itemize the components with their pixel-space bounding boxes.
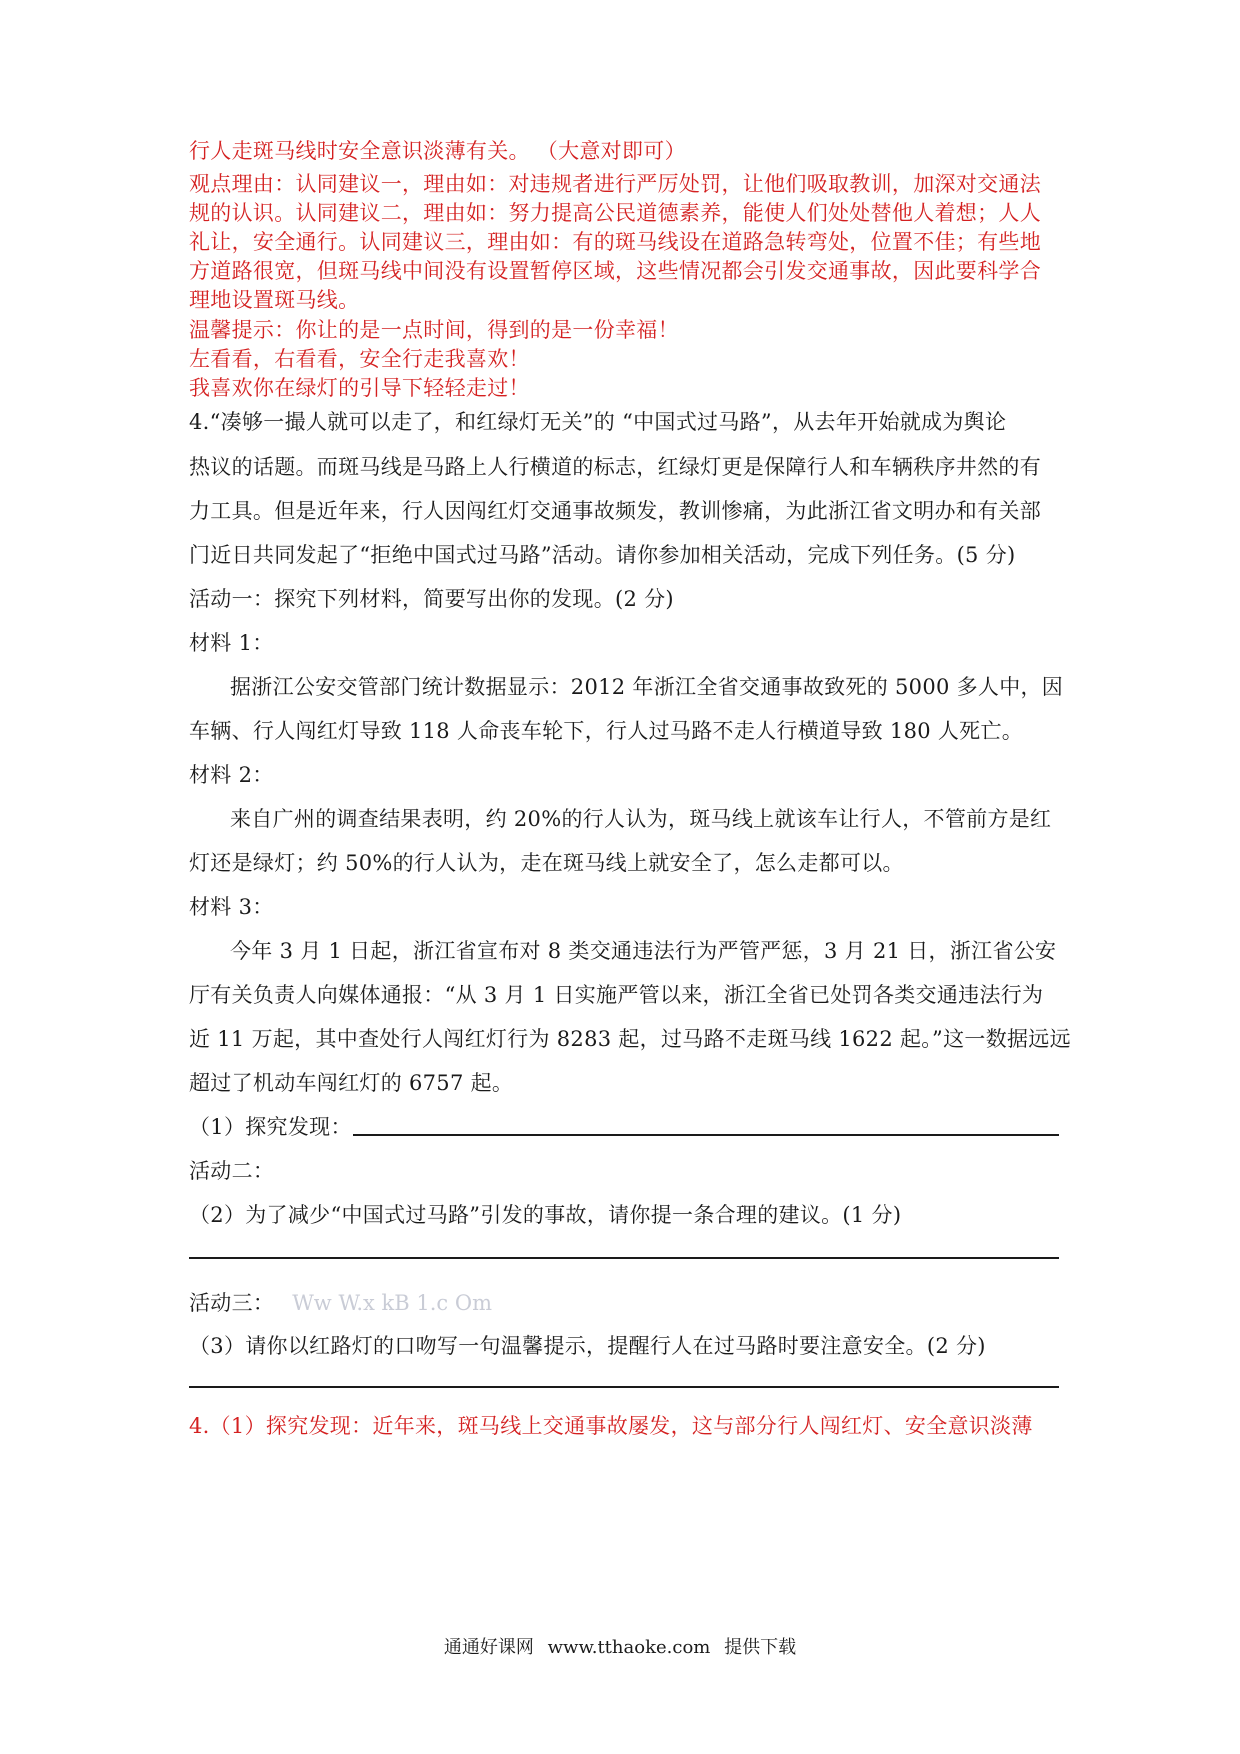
material-3-text: 超过了机动车闯红灯的 6757 起。 [189, 1071, 514, 1095]
answer-blank-2[interactable] [189, 1257, 1059, 1259]
sub-question-3: （3）请你以红路灯的口吻写一句温馨提示，提醒行人在过马路时要注意安全。(2 分) [189, 1334, 986, 1358]
material-1-text: 据浙江公安交管部门统计数据显示：2012 年浙江全省交通事故致死的 5000 多人中，因 [230, 675, 1064, 699]
page-footer [0, 1633, 1240, 1659]
material-2-text: 来自广州的调查结果表明，约 20%的行人认为，斑马线上就该车让行人，不管前方是红 [230, 807, 1052, 831]
question-intro-line: 4.“凑够一撮人就可以走了，和红绿灯无关”的 “中国式过马路”，从去年开始就成为舆论 [189, 410, 1007, 434]
material-1-label: 材料 1： [189, 631, 274, 655]
footer-url[interactable]: www.tthaoke.com [547, 1637, 711, 1658]
footer-site-name: 通通好课网 [443, 1637, 534, 1658]
material-3-text: 今年 3 月 1 日起，浙江省宣布对 8 类交通违法行为严管严惩，3 月 21 日，浙江省公安 [230, 939, 1057, 963]
answer-line-final: 4.（1）探究发现：近年来，斑马线上交通事故屡发，这与部分行人闯红灯、安全意识淡薄 [189, 1414, 1033, 1438]
sub-question-2: （2）为了减少“中国式过马路”引发的事故，请你提一条合理的建议。(1 分) [189, 1203, 902, 1227]
opinion-line: 理地设置斑马线。 [189, 288, 360, 312]
tip-line: 左看看，右看看，安全行走我喜欢！ [189, 347, 530, 371]
activity-three-row [189, 1287, 1059, 1317]
material-3-text: 厅有关负责人向媒体通报：“从 3 月 1 日实施严管以来，浙江全省已处罚各类交通违法行为 [189, 983, 1044, 1007]
question-intro-line: 热议的话题。而斑马线是马路上人行横道的标志，红绿灯更是保障行人和车辆秩序井然的有 [189, 455, 1041, 479]
answer-line-1: 行人走斑马线时安全意识淡薄有关。 （大意对即可） [189, 139, 686, 163]
answer-blank-1[interactable] [353, 1134, 1059, 1136]
tip-line: 我喜欢你在绿灯的引导下轻轻走过！ [189, 376, 530, 400]
question-intro-line: 门近日共同发起了“拒绝中国式过马路”活动。请你参加相关活动，完成下列任务。(5 分) [189, 543, 1016, 567]
opinion-line: 规的认识。认同建议二，理由如：努力提高公民道德素养，能使人们处处替他人着想；人人 [189, 201, 1041, 225]
material-2-label: 材料 2： [189, 763, 274, 787]
watermark-text: Ww W.x kB 1.c Om [292, 1291, 492, 1315]
sub-question-1: （1）探究发现： [189, 1115, 352, 1139]
tip-line: 温馨提示：你让的是一点时间，得到的是一份幸福！ [189, 318, 679, 342]
opinion-line: 礼让，安全通行。认同建议三，理由如：有的斑马线设在道路急转弯处，位置不佳；有些地 [189, 230, 1041, 254]
activity-two-heading: 活动二： [189, 1159, 275, 1183]
material-3-text: 近 11 万起，其中查处行人闯红灯行为 8283 起，过马路不走斑马线 1622 起。”这一数据远远 [189, 1027, 1071, 1051]
opinion-line: 观点理由：认同建议一，理由如：对违规者进行严厉处罚，让他们吸取教训，加深对交通法 [189, 172, 1041, 196]
question-intro-line: 力工具。但是近年来，行人因闯红灯交通事故频发，教训惨痛，为此浙江省文明办和有关部 [189, 499, 1041, 523]
material-2-text: 灯还是绿灯；约 50%的行人认为，走在斑马线上就安全了，怎么走都可以。 [189, 851, 904, 875]
answer-blank-3[interactable] [189, 1386, 1059, 1388]
activity-three-heading: 活动三： [189, 1291, 275, 1315]
footer-suffix: 提供下载 [724, 1637, 797, 1658]
activity-one-heading: 活动一：探究下列材料，简要写出你的发现。(2 分) [189, 587, 674, 611]
material-1-text: 车辆、行人闯红灯导致 118 人命丧车轮下，行人过马路不走人行横道导致 180 人死亡。 [189, 719, 1024, 743]
material-3-label: 材料 3： [189, 895, 274, 919]
opinion-line: 方道路很宽，但斑马线中间没有设置暂停区域，这些情况都会引发交通事故，因此要科学合 [189, 259, 1041, 283]
